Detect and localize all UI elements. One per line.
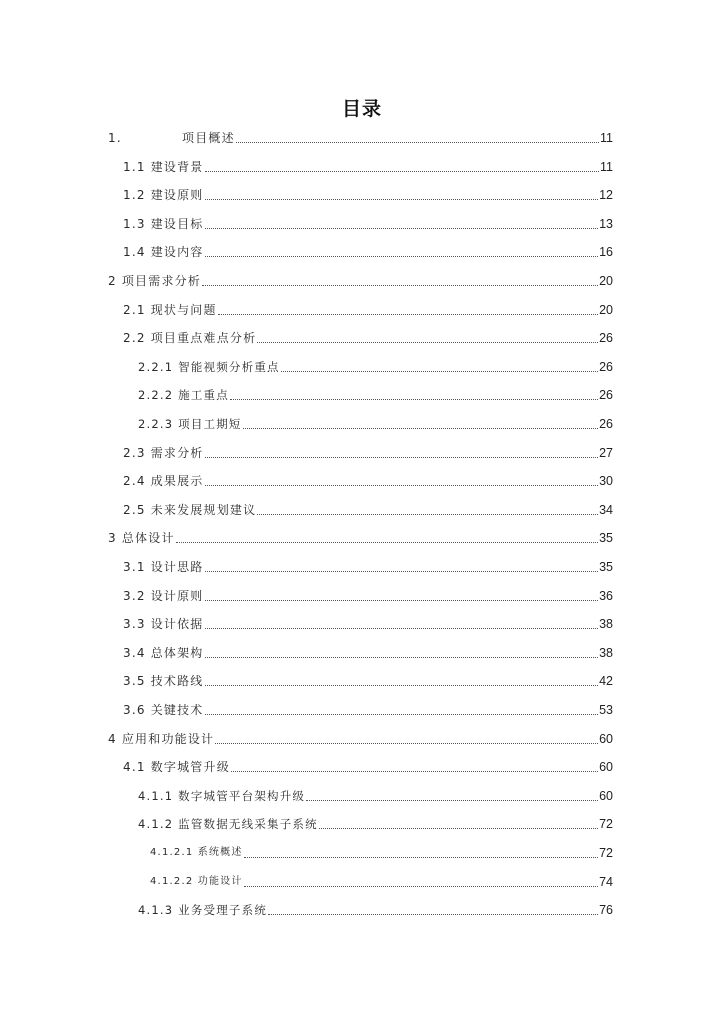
toc-leader-dots [218, 308, 598, 315]
toc-leader-dots [205, 451, 599, 458]
toc-leader-dots [306, 794, 598, 801]
toc-leader-dots [230, 393, 598, 400]
toc-entry-label: 4.1 数字城管升级 [123, 760, 230, 775]
toc-page-number: 74 [599, 874, 613, 889]
toc-page-number: 26 [599, 359, 613, 374]
toc-page-number: 72 [599, 846, 613, 860]
toc-entry-label: 4.1.1 数字城管平台架构升级 [138, 788, 306, 803]
toc-leader-dots [205, 250, 599, 257]
toc-entry[interactable] [108, 126, 613, 146]
toc-entry-label: 3.3 设计依据 [123, 617, 204, 632]
toc-page-number: 34 [599, 502, 613, 517]
toc-entry[interactable] [123, 669, 613, 689]
toc-entry-label: 3 总体设计 [108, 531, 175, 546]
toc-page-number: 27 [599, 445, 613, 460]
toc-page-number: 11 [600, 159, 613, 174]
toc-leader-dots [205, 708, 599, 715]
toc-title: 目录 [341, 98, 382, 120]
toc-leader-dots [215, 737, 598, 744]
toc-leader-dots [244, 851, 599, 858]
toc-entry-label: 2.2.2 施工重点 [138, 388, 229, 403]
toc-entry[interactable] [123, 183, 613, 203]
toc-entry[interactable] [123, 755, 613, 775]
toc-leader-dots [205, 622, 599, 629]
toc-entry-label: 1.3 建设目标 [123, 216, 204, 231]
toc-page-number: 12 [599, 188, 613, 203]
toc-entry-label: 4.1.2.1 系统概述 [150, 847, 243, 858]
toc-entry[interactable] [138, 412, 613, 432]
toc-entry[interactable] [138, 355, 613, 375]
toc-entry[interactable] [123, 698, 613, 718]
toc-entry-label: 2 项目需求分析 [108, 274, 202, 288]
toc-entry-label: 4.1.3 业务受理子系统 [138, 903, 268, 918]
toc-entry-label: 2.1 现状与问题 [123, 302, 217, 317]
toc-entry-label: 3.1 设计思路 [123, 560, 204, 574]
toc-entry[interactable] [150, 870, 613, 890]
toc-entry[interactable] [123, 584, 613, 604]
toc-entry-label: 1.4 建设内容 [123, 245, 204, 260]
toc-page-number: 38 [599, 645, 613, 660]
toc-page-number: 26 [599, 331, 613, 346]
toc-entry[interactable] [123, 612, 613, 632]
toc-entry[interactable] [123, 240, 613, 260]
toc-leader-dots [205, 479, 599, 486]
toc-entry-label: 2.4 成果展示 [123, 474, 204, 489]
toc-entry-label: 4.1.2 监管数据无线采集子系统 [138, 817, 318, 832]
toc-page-number: 26 [599, 388, 613, 403]
toc-page-number: 53 [599, 703, 613, 717]
toc-page-number: 36 [599, 588, 613, 603]
toc-leader-dots [205, 165, 600, 172]
toc-page-number: 72 [599, 817, 613, 832]
toc-entry-label: 3.5 技术路线 [123, 674, 204, 689]
toc-entry-label: 2.5 未来发展规划建议 [123, 502, 257, 517]
toc-leader-dots [268, 908, 598, 915]
toc-leader-dots [231, 765, 598, 772]
toc-leader-dots [244, 880, 599, 887]
toc-page-number: 30 [599, 474, 613, 489]
toc-leader-dots [205, 222, 599, 229]
toc-leader-dots [205, 651, 599, 658]
toc-leader-dots [176, 536, 598, 543]
toc-entry-label: 4 应用和功能设计 [108, 731, 215, 746]
toc-entry[interactable] [123, 555, 613, 575]
toc-page-number: 11 [600, 131, 613, 145]
toc-entry-label: 2.2 项目重点难点分析 [123, 331, 257, 346]
toc-entry[interactable] [138, 784, 613, 804]
toc-entry-label: 1.2 建设原则 [123, 188, 204, 203]
toc-entry[interactable] [138, 383, 613, 403]
toc-leader-dots [205, 193, 599, 200]
toc-entry[interactable] [150, 841, 613, 861]
toc-page-number: 38 [599, 617, 613, 632]
toc-entry[interactable] [138, 812, 613, 832]
toc-page-number: 60 [599, 788, 613, 803]
toc-entry[interactable] [108, 269, 613, 289]
toc-page-number: 16 [599, 245, 613, 260]
toc-page-number: 76 [599, 903, 613, 918]
toc-entry[interactable] [108, 727, 613, 747]
toc-leader-dots [205, 679, 599, 686]
toc-leader-dots [205, 594, 599, 601]
toc-entry[interactable] [138, 898, 613, 918]
toc-entry-label: 3.6 关键技术 [123, 703, 204, 717]
toc-leader-dots [236, 136, 599, 143]
toc-leader-dots [202, 279, 598, 286]
toc-page-number: 20 [599, 274, 613, 288]
toc-entry[interactable] [123, 498, 613, 518]
toc-page-number: 26 [599, 417, 613, 431]
toc-entry[interactable] [123, 298, 613, 318]
toc-page-number: 35 [599, 531, 613, 546]
toc-page-number: 20 [599, 302, 613, 317]
toc-entry-label: 1. 项目概述 [108, 131, 235, 145]
toc-entry[interactable] [123, 469, 613, 489]
toc-entry-label: 4.1.2.2 功能设计 [150, 875, 243, 887]
toc-entry[interactable] [123, 641, 613, 661]
toc-leader-dots [243, 422, 598, 429]
toc-entry-label: 3.4 总体架构 [123, 645, 204, 660]
toc-page-number: 60 [599, 760, 613, 775]
toc-entry[interactable] [123, 155, 613, 175]
toc-entry-label: 1.1 建设背景 [123, 159, 204, 174]
toc-page-number: 60 [599, 731, 613, 746]
toc-entry[interactable] [123, 212, 613, 232]
toc-entry[interactable] [123, 326, 613, 346]
toc-leader-dots [319, 822, 598, 829]
toc-leader-dots [257, 508, 598, 515]
toc-entry[interactable] [108, 526, 613, 546]
toc-page-number: 35 [599, 560, 613, 574]
toc-page-number: 42 [599, 674, 613, 689]
toc-leader-dots [257, 336, 598, 343]
toc-page-number: 13 [599, 216, 613, 231]
toc-entry-label: 2.3 需求分析 [123, 445, 204, 460]
toc-leader-dots [205, 565, 599, 572]
toc-leader-dots [281, 365, 598, 372]
toc-entry-label: 2.2.1 智能视频分析重点 [138, 359, 280, 374]
toc-entry[interactable] [123, 441, 613, 461]
toc-entry-label: 2.2.3 项目工期短 [138, 417, 242, 431]
toc-entry-label: 3.2 设计原则 [123, 588, 204, 603]
